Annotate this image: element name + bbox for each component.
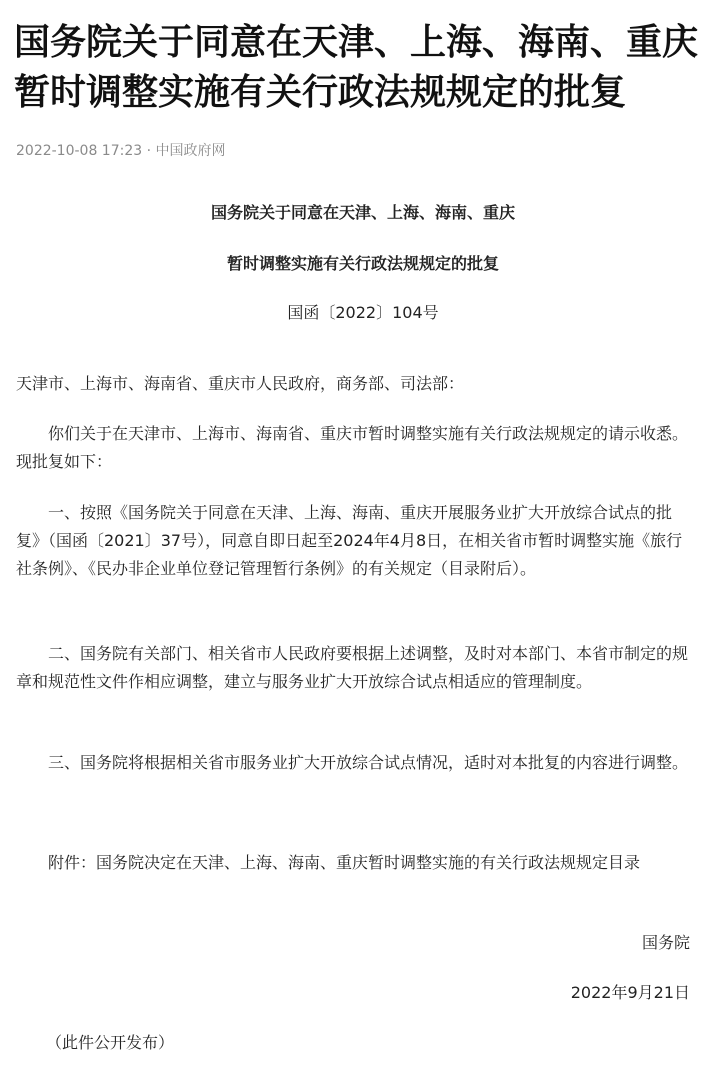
meta-separator: · <box>146 143 152 159</box>
document-title-line-2: 暂时调整实施有关行政法规规定的批复 <box>226 254 499 273</box>
issuer-signature: 国务院 <box>641 933 690 952</box>
body-paragraph-1: 你们关于在天津市、上海市、海南省、重庆市暂时调整实施有关行政法规规定的请示收悉。现批复如下： <box>16 424 689 471</box>
public-release-note: （此件公开发布） <box>46 1033 175 1052</box>
issue-date: 2022年9月21日 <box>570 983 690 1002</box>
document-number: 国函〔2022〕104号 <box>287 303 439 322</box>
body-paragraph-3: 二、国务院有关部门、相关省市人民政府要根据上述调整，及时对本部门、本省市制定的规章和规范性文件作相应调整，建立与服务业扩大开放综合试点相适应的管理制度。 <box>16 644 689 691</box>
document-title-line-1: 国务院关于同意在天津、上海、海南、重庆 <box>210 203 515 222</box>
attachment-paragraph: 附件：国务院决定在天津、上海、海南、重庆暂时调整实施的有关行政法规规定目录 <box>48 853 641 872</box>
publish-datetime: 2022-10-08 17:23 <box>16 143 143 159</box>
article-title: 国务院关于同意在天津、上海、海南、重庆暂时调整实施有关行政法规规定的批复 <box>14 22 699 113</box>
body-paragraph-2: 一、按照《国务院关于同意在天津、上海、海南、重庆开展服务业扩大开放综合试点的批复》（国函〔2021〕37号），同意自即日起至2024年4月8日，在相关省市暂时调整实施《旅行社条例》、《民办非企业单位登记管理暂行条例》的有关规定（目录附后）。 <box>16 503 683 578</box>
article-meta <box>16 142 226 160</box>
body-paragraph-4: 三、国务院将根据相关省市服务业扩大开放综合试点情况，适时对本批复的内容进行调整。 <box>48 753 689 772</box>
addressee-paragraph: 天津市、上海市、海南省、重庆市人民政府，商务部、司法部： <box>16 374 465 393</box>
article-source: 中国政府网 <box>155 143 226 159</box>
